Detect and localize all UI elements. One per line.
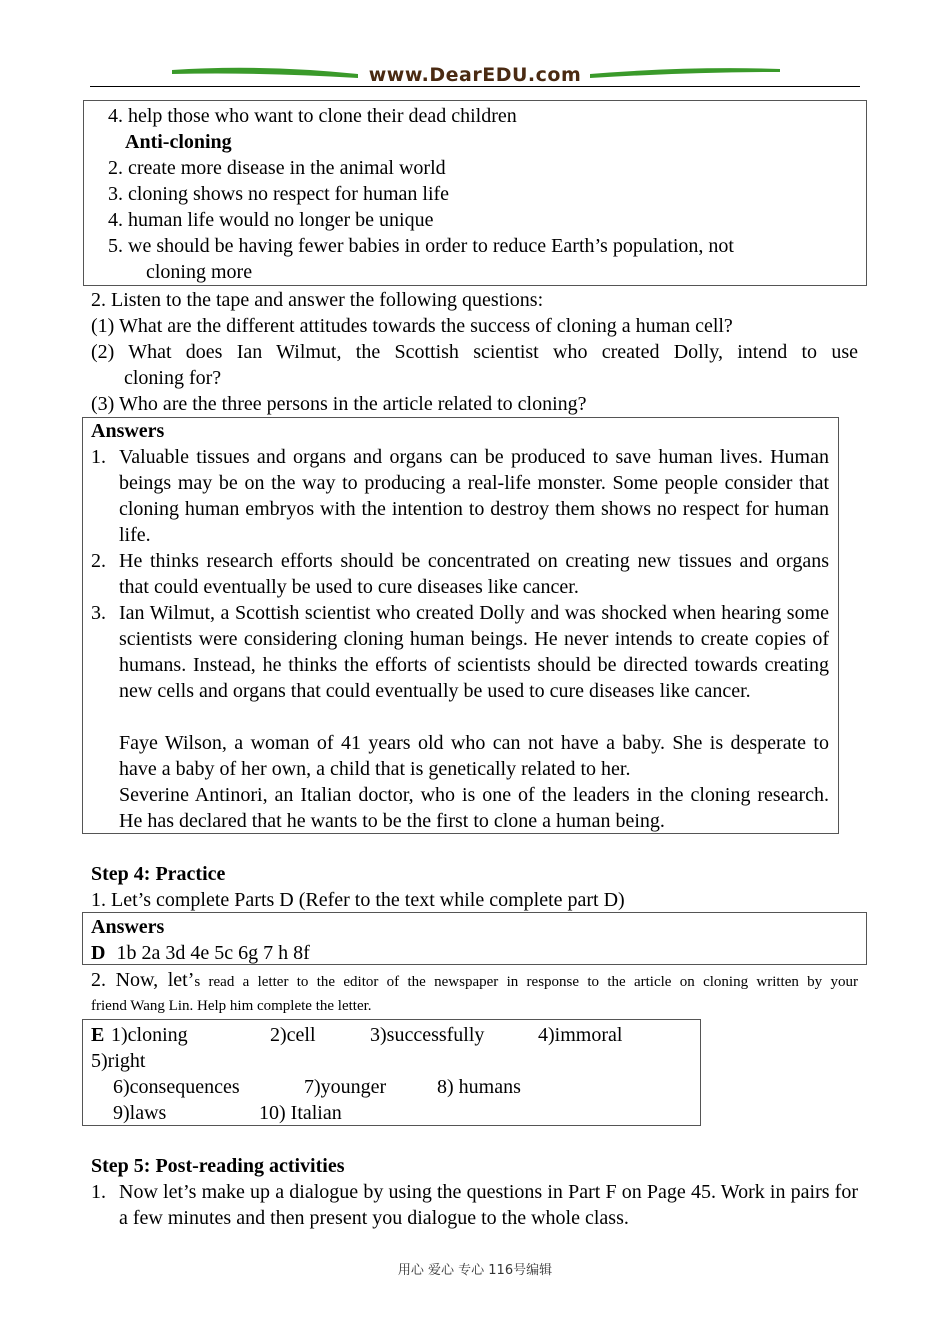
question-2-line-1: (2) What does Ian Wilmut, the Scottish scientist who created Dolly, intend to use [91, 341, 858, 363]
answer-text-3: Ian Wilmut, a Scottish scientist who created Dolly and was shocked when hearing some scientists were considering cloning human beings. He never intends to create copies of humans. Instead, he thinks the efforts of scientists should be directed towards creating new cells and organs that could eventually be used to cure diseases like cancer. [119, 602, 829, 702]
step5-title: Step 5: Post-reading activities [91, 1155, 345, 1177]
page-footer: 用心 爱心 专心 116号编辑 [397, 1263, 553, 1278]
answer-item-2 [91, 548, 829, 600]
answer-item-1 [91, 444, 829, 548]
e-item-3: 3)successfully [370, 1024, 485, 1046]
listen-title: 2. Listen to the tape and answer the following questions: [91, 289, 544, 311]
answers-d-row [91, 940, 310, 966]
question-1: (1) What are the different attitudes towards the success of cloning a human cell? [91, 315, 733, 337]
question-2-line-2: cloning for? [124, 367, 222, 389]
e-item-2: 2)cell [270, 1024, 316, 1046]
box1-line-4: 3. cloning shows no respect for human life [108, 183, 450, 205]
answers-d-label: D [91, 942, 106, 964]
step5-item-num: 1. [91, 1181, 106, 1203]
step4-line-1: 1. Let’s complete Parts D (Refer to the text while complete part D) [91, 889, 625, 911]
answer-item-3 [91, 600, 829, 730]
e-item-6: 6)consequences [113, 1076, 240, 1098]
e-item-4: 4)immoral [538, 1024, 623, 1046]
box1-line-3: 2. create more disease in the animal world [108, 157, 446, 179]
question-3: (3) Who are the three persons in the article related to cloning? [91, 393, 587, 415]
box1-line-1: 4. help those who want to clone their dead children [108, 105, 517, 127]
box1-line-6: 5. we should be having fewer babies in order to reduce Earth’s population, not [108, 235, 734, 257]
box1-line-7: cloning more [146, 261, 253, 283]
step4-line-2 [91, 967, 858, 995]
page-header [90, 60, 860, 92]
answer-text-1: Valuable tissues and organs and organs can be produced to save human lives. Human beings may be on the way to producing a real-life monster. Some people consider that cloning human embryos with the intention to destroy them shows no respect for human life. [119, 446, 829, 546]
answers-d-values: 1b 2a 3d 4e 5c 6g 7 h 8f [116, 942, 310, 964]
e-item-8: 8) humans [437, 1076, 521, 1098]
answer-num-2: 2. [91, 550, 106, 572]
step5-item-1 [91, 1179, 858, 1231]
step4-line-3: friend Wang Lin. Help him complete the letter. [91, 998, 372, 1014]
answers-e-row-1 [91, 1022, 104, 1048]
anti-cloning-heading: Anti-cloning [125, 131, 232, 153]
step4-line-2-small: s read a letter to the editor of the newspaper in response to the article on cloning written by your [194, 974, 858, 990]
answers-e-label: E [91, 1024, 105, 1046]
header-rule [90, 86, 860, 87]
site-logo-text[interactable]: www.DearEDU.com [368, 64, 582, 86]
e-item-1: 1)cloning [111, 1024, 188, 1046]
box1-line-5: 4. human life would no longer be unique [108, 209, 434, 231]
e-item-10: 10) Italian [259, 1102, 342, 1124]
answer-num-3: 3. [91, 602, 106, 624]
e-item-7: 7)younger [304, 1076, 387, 1098]
answers-title-d: Answers [91, 916, 165, 938]
severine-antinori-paragraph: Severine Antinori, an Italian doctor, who is one of the leaders in the cloning research. He has declared that he wants to be the first to clone a human being. [119, 784, 829, 832]
faye-wilson-paragraph: Faye Wilson, a woman of 41 years old who can not have a baby. She is desperate to have a baby of her own, a child that is genetically related to her. [119, 732, 829, 780]
step4-line-2-big: 2. Now, let’ [91, 969, 195, 991]
e-item-9: 9)laws [113, 1102, 167, 1124]
answer-num-1: 1. [91, 446, 106, 468]
answer-text-2: He thinks research efforts should be concentrated on creating new tissues and organs that could eventually be used to cure diseases like cancer. [119, 550, 829, 598]
e-item-5: 5)right [91, 1050, 146, 1072]
step5-item-text: Now let’s make up a dialogue by using the questions in Part F on Page 45. Work in pairs for a few minutes and then present you dialogue to the whole class. [119, 1181, 858, 1229]
answers-title-1: Answers [91, 420, 165, 442]
step4-title: Step 4: Practice [91, 863, 226, 885]
